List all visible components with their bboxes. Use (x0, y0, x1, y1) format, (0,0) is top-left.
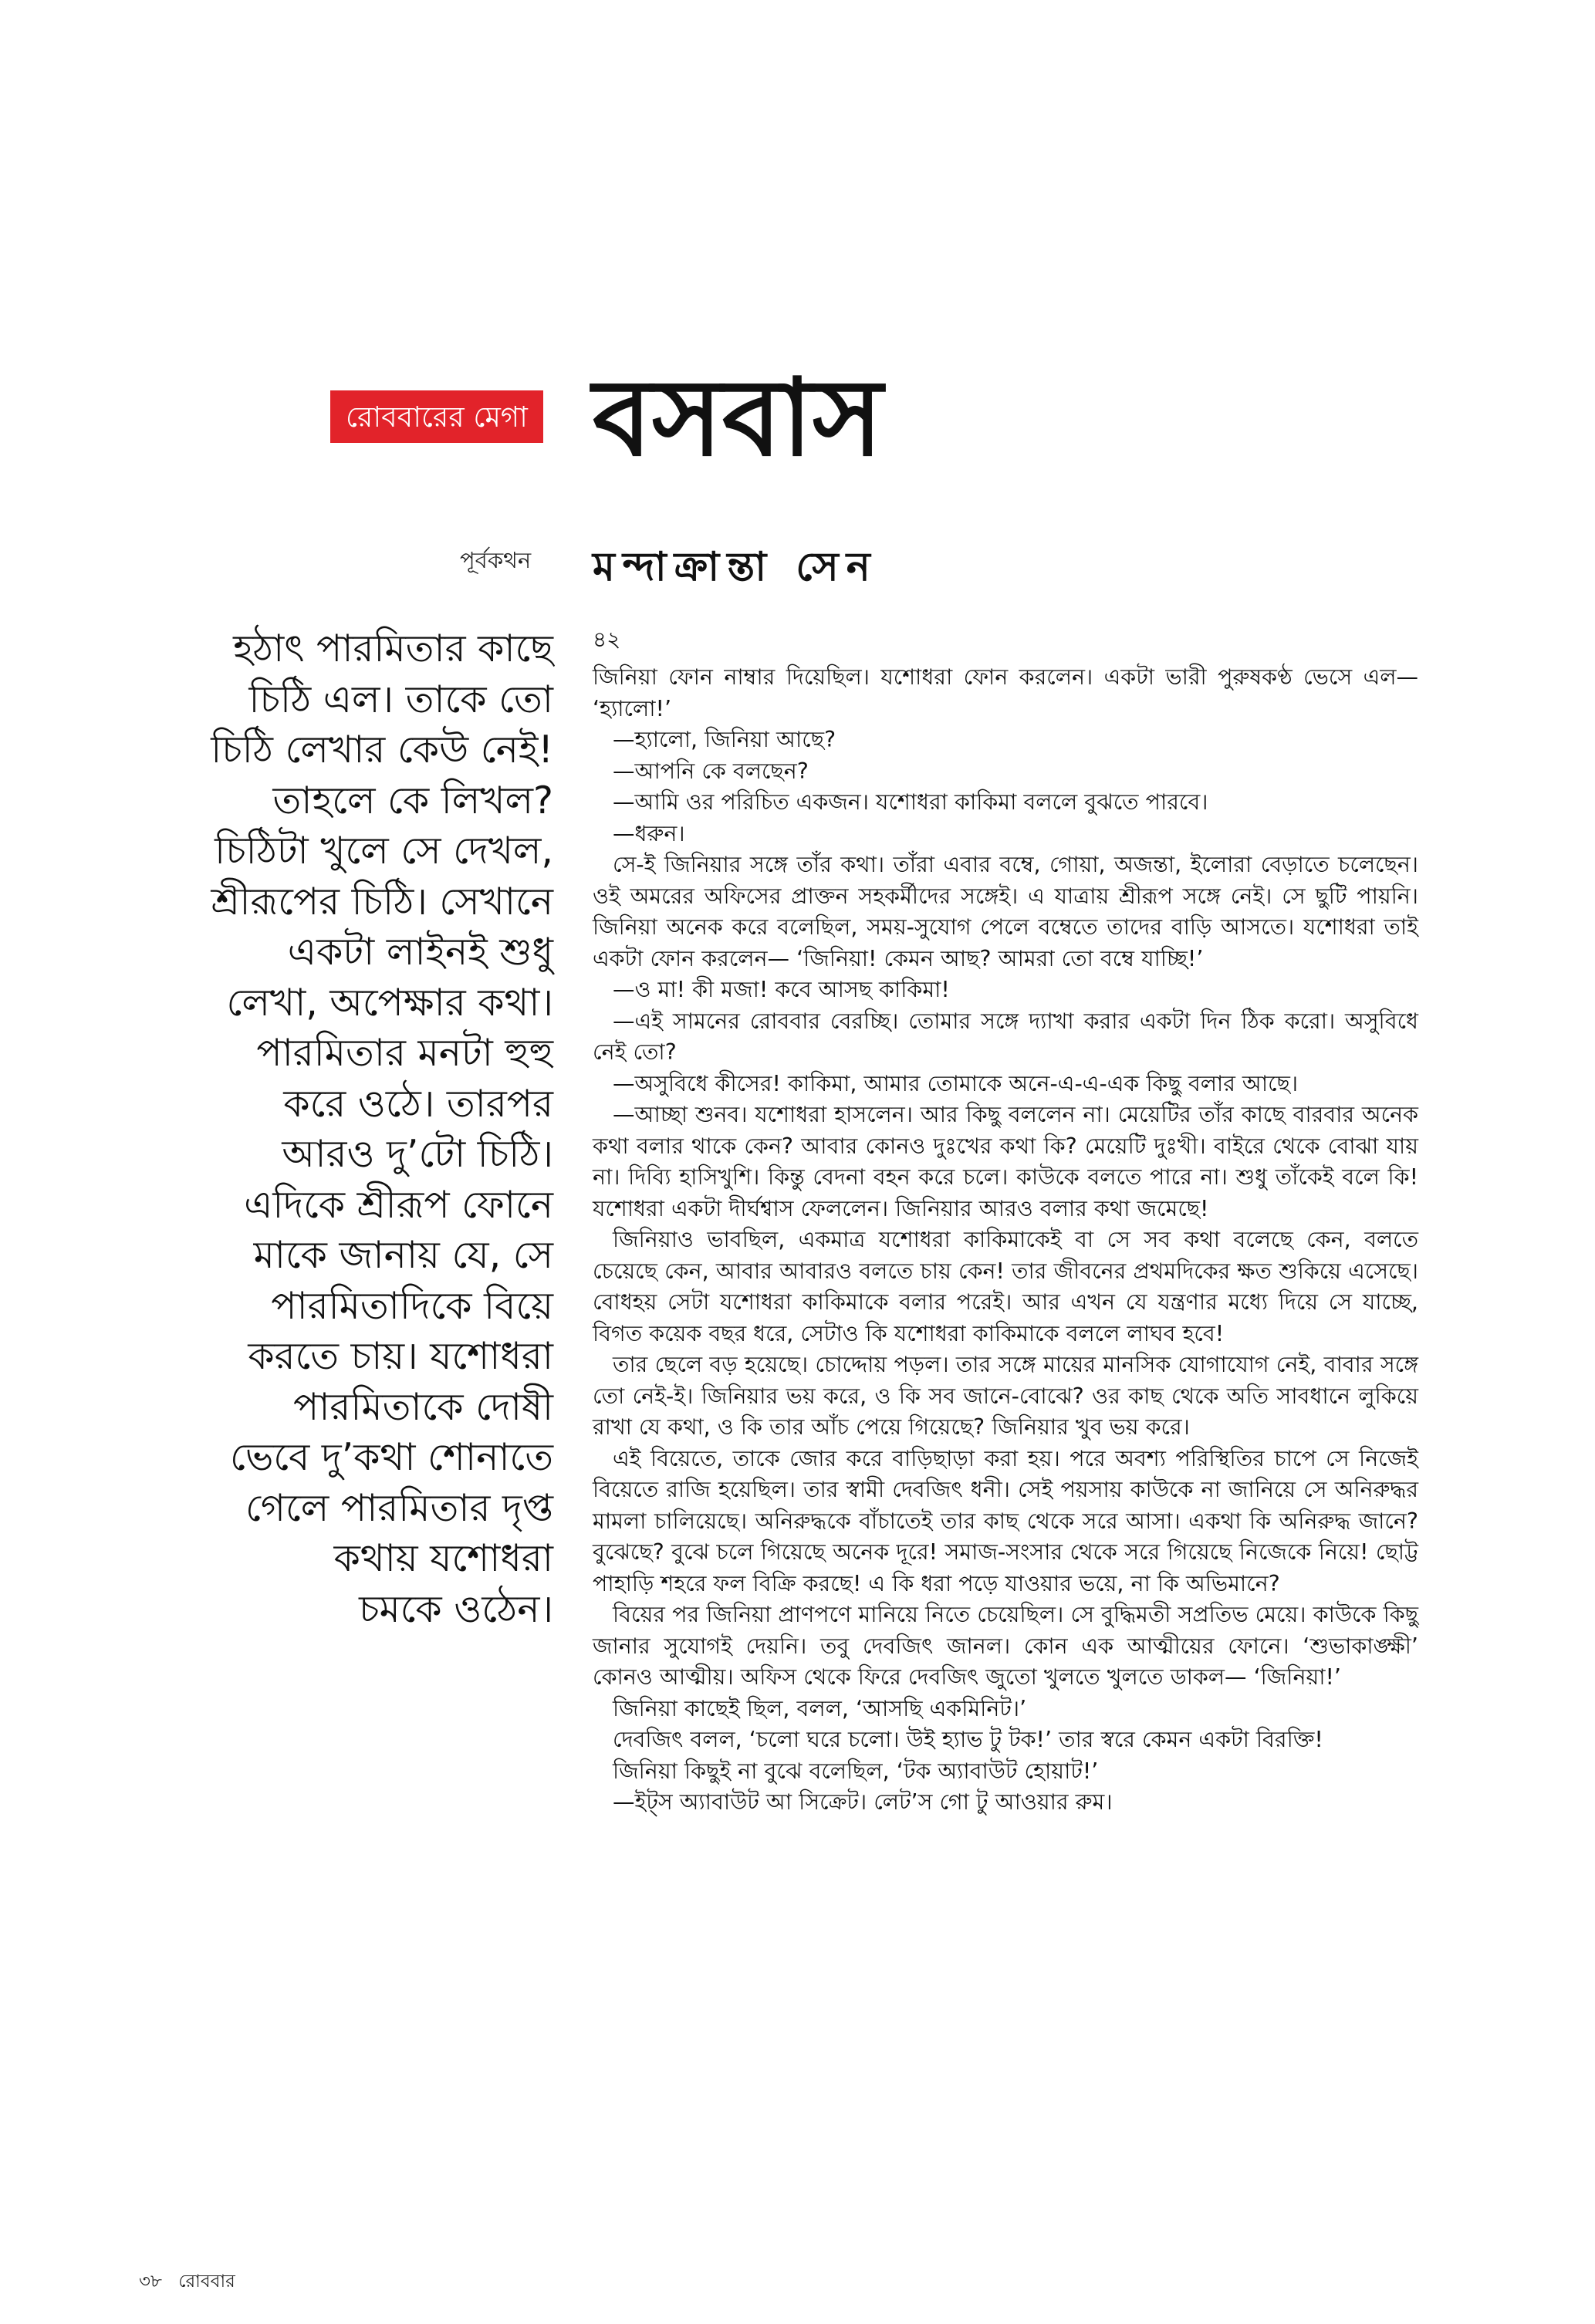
magazine-name: রোববার (178, 2272, 235, 2292)
pullquote-line: পারমিতাকে দোষী (292, 1384, 553, 1429)
story-paragraph: জিনিয়া ফোন নাম্বার দিয়েছিল। যশোধরা ফোন করলেন। একটা ভারী পুরুষকণ্ঠ ভেসে এল— ‘হ্যালো!’ (593, 664, 1418, 721)
section-label: পূর্বকথন (460, 547, 532, 573)
pullquote-line: আরও দু’টো চিঠি। (282, 1132, 553, 1176)
pullquote-line: গেলে পারমিতার দৃপ্ত (245, 1485, 553, 1530)
story-body (593, 662, 1418, 1819)
story-paragraph: —ও মা! কী মজা! কবে আসছ কাকিমা! (613, 977, 950, 1002)
story-paragraph: —আমি ওর পরিচিত একজন। যশোধরা কাকিমা বললে বুঝতে পারবে। (613, 789, 1208, 815)
story-paragraph: এই বিয়েতে, তাকে জোর করে বাড়িছাড়া করা হয়। পরে অবশ্য পরিস্থিতির চাপে সে নিজেই বিয়েতে রাজি হয়েছিল। তার স্বামী দেবজিৎ ধনী। সেই পয়সায় কাউকে না জানিয়ে সে অনিরুদ্ধর মামলা চালিয়েছে। অনিরুদ্ধকে বাঁচাতেই তার কাছ থেকে সরে আসা। একথা কি অনিরুদ্ধ জানে? বুঝেছে? বুঝে চলে গিয়েছে অনেক দূরে! সমাজ-সংসার থেকে সরে গিয়েছে নিজেকে নিয়ে! ছোট্ট পাহাড়ি শহরে ফল বিক্রি করছে! এ কি ধরা পড়ে যাওয়ার ভয়ে, না কি অভিমানে? (593, 1445, 1418, 1596)
pullquote-line: চিঠিটা খুলে সে দেখল, (215, 829, 553, 873)
pullquote-line: একটা লাইনই শুধু (287, 930, 553, 974)
pullquote-line: হঠাৎ পারমিতার কাছে (233, 627, 553, 671)
chapter-number: ৪২ (593, 627, 621, 652)
pullquote-line: কথায় যশোধরা (333, 1536, 553, 1580)
story-paragraph: দেবজিৎ বলল, ‘চলো ঘরে চলো। উই হ্যাভ টু টক!’ তার স্বরে কেমন একটা বিরক্তি! (613, 1727, 1323, 1752)
story-paragraph: —আচ্ছা শুনব। যশোধরা হাসলেন। আর কিছু বললেন না। মেয়েটির তাঁর কাছে বারবার অনেক কথা বলার থাকে কেন? আবার কোনও দুঃখের কথা কি? মেয়েটি দুঃখী। বাইরে থেকে বোঝা যায় না। দিব্যি হাসিখুশি। কিন্তু বেদনা বহন করে চলে। কাউকে বলতে পারে না। শুধু তাঁকেই বলে কি! যশোধরা একটা দীর্ঘশ্বাস ফেললেন। জিনিয়ার আরও বলার কথা জমেছে! (593, 1102, 1418, 1221)
pullquote-line: চমকে ওঠেন। (359, 1586, 553, 1631)
page-number: ৩৮ (139, 2272, 162, 2292)
story-paragraph: —হ্যালো, জিনিয়া আছে? (613, 727, 836, 752)
story-paragraph: বিয়ের পর জিনিয়া প্রাণপণে মানিয়ে নিতে চেয়েছিল। সে বুদ্ধিমতী সপ্রতিভ মেয়ে। কাউকে কিছু জানার সুযোগই দেয়নি। তবু দেবজিৎ জানল। কোন এক আত্মীয়ের ফোনে। ‘শুভাকাঙ্ক্ষী’ কোনও আত্মীয়। অফিস থেকে ফিরে দেবজিৎ জুতো খুলতে খুলতে ডাকল— ‘জিনিয়া!’ (593, 1602, 1418, 1690)
pullquote-line: করে ওঠে। তারপর (283, 1081, 553, 1126)
pullquote-line: লেখা, অপেক্ষার কথা। (226, 980, 553, 1025)
pullquote-line: পারমিতার মনটা হুহু (256, 1031, 553, 1075)
pullquote-line: পারমিতাদিকে বিয়ে (271, 1283, 553, 1328)
story-paragraph: —অসুবিধে কীসের! কাকিমা, আমার তোমাকে অনে-এ-এ-এক কিছু বলার আছে। (613, 1070, 1299, 1096)
pullquote-line: শ্রীরূপের চিঠি। সেখানে (211, 879, 553, 924)
pullquote-line: তাহলে কে লিখল? (272, 778, 553, 823)
pullquote-line: ভেবে দু’কথা শোনাতে (229, 1435, 553, 1479)
story-paragraph: —আপনি কে বলছেন? (613, 758, 809, 784)
series-badge: রোববারের মেগা (330, 390, 543, 443)
story-paragraph: জিনিয়া কিছুই না বুঝে বলেছিল, ‘টক অ্যাবাউট হোয়াট!’ (613, 1758, 1099, 1784)
story-paragraph: তার ছেলে বড় হয়েছে। চোদ্দোয় পড়ল। তার সঙ্গে মায়ের মানসিক যোগাযোগ নেই, বাবার সঙ্গে তো নেই-ই। জিনিয়ার ভয় করে, ও কি সব জানে-বোঝে? ওর কাছ থেকে অতি সাবধানে লুকিয়ে রাখা যে কথা, ও কি তার আঁচ পেয়ে গিয়েছে? জিনিয়ার খুব ভয় করে। (593, 1352, 1418, 1440)
story-paragraph: সে-ই জিনিয়ার সঙ্গে তাঁর কথা। তাঁরা এবার বম্বে, গোয়া, অজন্তা, ইলোরা বেড়াতে চলেছেন। ওই অমরের অফিসের প্রাক্তন সহকর্মীদের সঙ্গেই। এ যাত্রায় শ্রীরূপ সঙ্গে নেই। সে ছুটি পায়নি। জিনিয়া অনেক করে বলেছিল, সময়-সুযোগ পেলে বম্বেতে তাদের বাড়ি আসতে। যশোধরা তাই একটা ফোন করলেন— ‘জিনিয়া! কেমন আছ? আমরা তো বম্বে যাচ্ছি!’ (593, 852, 1418, 971)
story-paragraph: —ইট্স অ্যাবাউট আ সিক্রেট। লেট’স গো টু আওয়ার রুম। (613, 1789, 1113, 1815)
story-title: বসবাস (593, 356, 883, 480)
pullquote-line: করতে চায়। যশোধরা (248, 1334, 553, 1378)
story-paragraph: জিনিয়া কাছেই ছিল, বলল, ‘আসছি একমিনিট।’ (613, 1695, 1027, 1721)
pullquote-line: এদিকে শ্রীরূপ ফোনে (244, 1182, 553, 1227)
pullquote-line: চিঠি লেখার কেউ নেই! (211, 728, 553, 772)
pullquote-line: চিঠি এল। তাকে তো (248, 677, 553, 721)
story-paragraph: জিনিয়াও ভাবছিল, একমাত্র যশোধরা কাকিমাকেই বা সে সব কথা বলেছে কেন, বলতে চেয়েছে কেন, আবার আবারও বলতে চায় কেন! তার জীবনের প্রথমদিকের ক্ষত শুকিয়ে এসেছে। বোধহয় সেটা যশোধরা কাকিমাকে বলার পরেই। আর এখন যে যন্ত্রণার মধ্যে দিয়ে সে যাচ্ছে, বিগত কয়েক বছর ধরে, সেটাও কি যশোধরা কাকিমাকে বললে লাঘব হবে! (593, 1227, 1418, 1346)
story-paragraph: —এই সামনের রোববার বেরচ্ছি। তোমার সঙ্গে দ্যাখা করার একটা দিন ঠিক করো। অসুবিধে নেই তো? (593, 1008, 1418, 1065)
page-footer (139, 2267, 235, 2297)
author-name: মন্দাক্রান্তা সেন (593, 544, 878, 590)
pullquote-line: মাকে জানায় যে, সে (253, 1233, 553, 1277)
previous-summary-pullquote (152, 623, 553, 1634)
story-paragraph: —ধরুন। (613, 820, 685, 846)
